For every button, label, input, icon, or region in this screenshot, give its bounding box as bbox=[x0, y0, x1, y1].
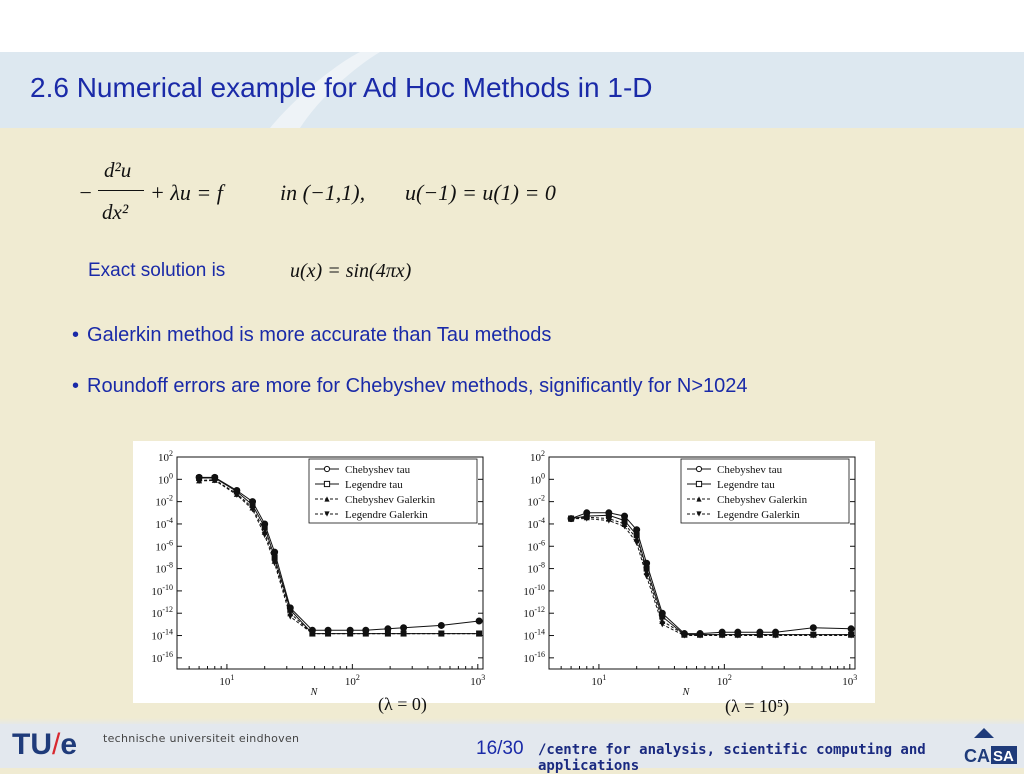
tick-label bbox=[591, 673, 606, 688]
tick-label bbox=[155, 516, 173, 531]
tick-label-exponent: -8 bbox=[538, 560, 545, 570]
tick-label-base: 10 bbox=[158, 474, 169, 487]
legend-label: Chebyshev Galerkin bbox=[345, 494, 436, 506]
tick-label-base: 10 bbox=[716, 676, 728, 688]
legend-label: Chebyshev tau bbox=[345, 464, 411, 476]
eq-domain: in (−1,1), bbox=[280, 180, 366, 205]
tick-label bbox=[151, 583, 173, 598]
bullet-item: • Galerkin method is more accurate than Tau methods bbox=[72, 324, 552, 346]
tick-label-exponent: 2 bbox=[541, 449, 545, 458]
tick-label-exponent: -6 bbox=[538, 538, 545, 548]
tick-label bbox=[155, 538, 173, 553]
legend-marker bbox=[324, 466, 329, 471]
tick-label bbox=[151, 628, 173, 643]
tick-label-exponent: -16 bbox=[534, 649, 545, 659]
tick-label-base: 10 bbox=[530, 474, 541, 487]
legend-label: Chebyshev Galerkin bbox=[717, 494, 808, 506]
chart-lambda-0 bbox=[133, 441, 503, 703]
tick-label bbox=[158, 471, 173, 486]
eq-numerator: d²u bbox=[104, 158, 132, 182]
tick-label-exponent: -4 bbox=[538, 515, 545, 525]
tick-label bbox=[151, 650, 173, 665]
tick-label bbox=[717, 673, 732, 688]
tick-label bbox=[155, 561, 173, 576]
tick-label-base: 10 bbox=[523, 608, 535, 621]
tick-label-exponent: -8 bbox=[166, 560, 173, 570]
tick-label-base: 10 bbox=[530, 452, 541, 464]
tick-label-exponent: 2 bbox=[727, 673, 732, 682]
tick-label bbox=[151, 605, 173, 620]
tick-label-exponent: 0 bbox=[169, 471, 173, 481]
top-strip bbox=[0, 0, 1024, 52]
page-number: 16/30 bbox=[476, 738, 524, 759]
exact-solution-label: Exact solution is bbox=[88, 260, 226, 281]
eq-boundary: u(−1) = u(1) = 0 bbox=[405, 180, 556, 205]
tick-label-base: 10 bbox=[158, 452, 169, 464]
tick-label bbox=[219, 673, 234, 688]
tick-label-base: 10 bbox=[591, 676, 603, 688]
tick-label bbox=[530, 449, 545, 464]
casa-logo bbox=[962, 726, 1020, 766]
tick-label-base: 10 bbox=[151, 608, 163, 621]
tick-label bbox=[523, 628, 545, 643]
tick-label-exponent: -12 bbox=[534, 605, 545, 615]
tick-label-exponent: -14 bbox=[534, 627, 545, 637]
exact-solution-formula: u(x) = sin(4πx) bbox=[290, 260, 412, 282]
tick-label-base: 10 bbox=[151, 585, 163, 598]
series-line bbox=[571, 517, 851, 634]
tick-label-exponent: -2 bbox=[538, 493, 545, 503]
bullet-item: • Roundoff errors are more for Chebyshev methods, significantly for N>1024 bbox=[72, 375, 748, 397]
tick-label-base: 10 bbox=[842, 676, 854, 688]
tick-label bbox=[158, 449, 173, 464]
university-name: technische universiteit eindhoven bbox=[103, 732, 300, 745]
tick-label bbox=[523, 650, 545, 665]
legend-label: Legendre Galerkin bbox=[717, 509, 800, 521]
tick-label bbox=[527, 561, 545, 576]
tick-label-exponent: 0 bbox=[541, 471, 545, 481]
tick-label-base: 10 bbox=[523, 652, 535, 665]
eq-rest: + λu = f bbox=[150, 180, 223, 205]
tick-label bbox=[842, 673, 857, 688]
centre-name: /centre for analysis, scientific computing and applications bbox=[538, 742, 926, 774]
tick-label bbox=[527, 516, 545, 531]
data-point bbox=[659, 621, 665, 627]
data-point bbox=[848, 626, 854, 632]
tick-label-base: 10 bbox=[151, 652, 163, 665]
tick-label-base: 10 bbox=[155, 541, 167, 554]
tick-label-base: 10 bbox=[527, 496, 539, 509]
tick-label-exponent: 2 bbox=[355, 673, 360, 682]
data-point bbox=[476, 618, 482, 624]
tick-label bbox=[523, 605, 545, 620]
tick-label-exponent: 3 bbox=[853, 673, 858, 682]
tick-label-base: 10 bbox=[344, 676, 356, 688]
tick-label bbox=[527, 494, 545, 509]
tick-label-exponent: 1 bbox=[230, 673, 235, 682]
tick-label bbox=[345, 673, 360, 688]
slide-title: 2.6 Numerical example for Ad Hoc Methods in 1-D bbox=[30, 72, 653, 103]
tick-label bbox=[527, 538, 545, 553]
data-point bbox=[438, 622, 444, 628]
tick-label-base: 10 bbox=[155, 563, 167, 576]
legend-marker bbox=[696, 466, 701, 471]
tick-label-exponent: -16 bbox=[162, 649, 173, 659]
x-axis-label: N bbox=[682, 687, 690, 698]
series-line bbox=[571, 519, 851, 636]
legend-marker bbox=[324, 481, 329, 486]
tick-label-base: 10 bbox=[527, 563, 539, 576]
tick-label-base: 10 bbox=[155, 496, 167, 509]
legend-label: Legendre tau bbox=[345, 479, 403, 491]
tick-label-base: 10 bbox=[470, 676, 482, 688]
tick-label-base: 10 bbox=[523, 630, 535, 643]
legend-label: Chebyshev tau bbox=[717, 464, 783, 476]
tick-label-base: 10 bbox=[523, 585, 535, 598]
tick-label-exponent: -10 bbox=[162, 582, 173, 592]
data-point bbox=[810, 625, 816, 631]
tick-label bbox=[530, 471, 545, 486]
tick-label-base: 10 bbox=[155, 518, 167, 531]
tick-label-base: 10 bbox=[219, 676, 231, 688]
data-point bbox=[401, 625, 407, 631]
tue-logo: TU/e bbox=[12, 728, 78, 761]
tick-label bbox=[155, 494, 173, 509]
x-axis-label: N bbox=[310, 687, 318, 698]
tick-label-exponent: -10 bbox=[534, 582, 545, 592]
series-line bbox=[571, 513, 851, 634]
tick-label-exponent: -2 bbox=[166, 493, 173, 503]
legend-label: Legendre Galerkin bbox=[345, 509, 428, 521]
tick-label-exponent: -12 bbox=[162, 605, 173, 615]
legend-label: Legendre tau bbox=[717, 479, 775, 491]
tick-label bbox=[470, 673, 485, 688]
tick-label-exponent: -4 bbox=[166, 515, 173, 525]
fraction-bar bbox=[98, 190, 144, 191]
tick-label-exponent: 2 bbox=[169, 449, 173, 458]
svg-text:SA: SA bbox=[993, 748, 1014, 765]
svg-text:CA: CA bbox=[964, 746, 990, 766]
tick-label-exponent: -14 bbox=[162, 627, 173, 637]
chart-lambda-1e5 bbox=[505, 441, 875, 703]
caption-lambda-1e5: (λ = 10⁵) bbox=[725, 696, 790, 716]
series-line bbox=[571, 515, 851, 634]
tick-label-exponent: -6 bbox=[166, 538, 173, 548]
legend-marker bbox=[696, 481, 701, 486]
caption-lambda-0: (λ = 0) bbox=[378, 694, 427, 714]
tick-label-base: 10 bbox=[527, 541, 539, 554]
tick-label-exponent: 3 bbox=[481, 673, 486, 682]
tick-label-exponent: 1 bbox=[602, 673, 607, 682]
tick-label-base: 10 bbox=[527, 518, 539, 531]
eq-denominator: dx² bbox=[102, 200, 129, 224]
tick-label-base: 10 bbox=[151, 630, 163, 643]
tick-label bbox=[523, 583, 545, 598]
